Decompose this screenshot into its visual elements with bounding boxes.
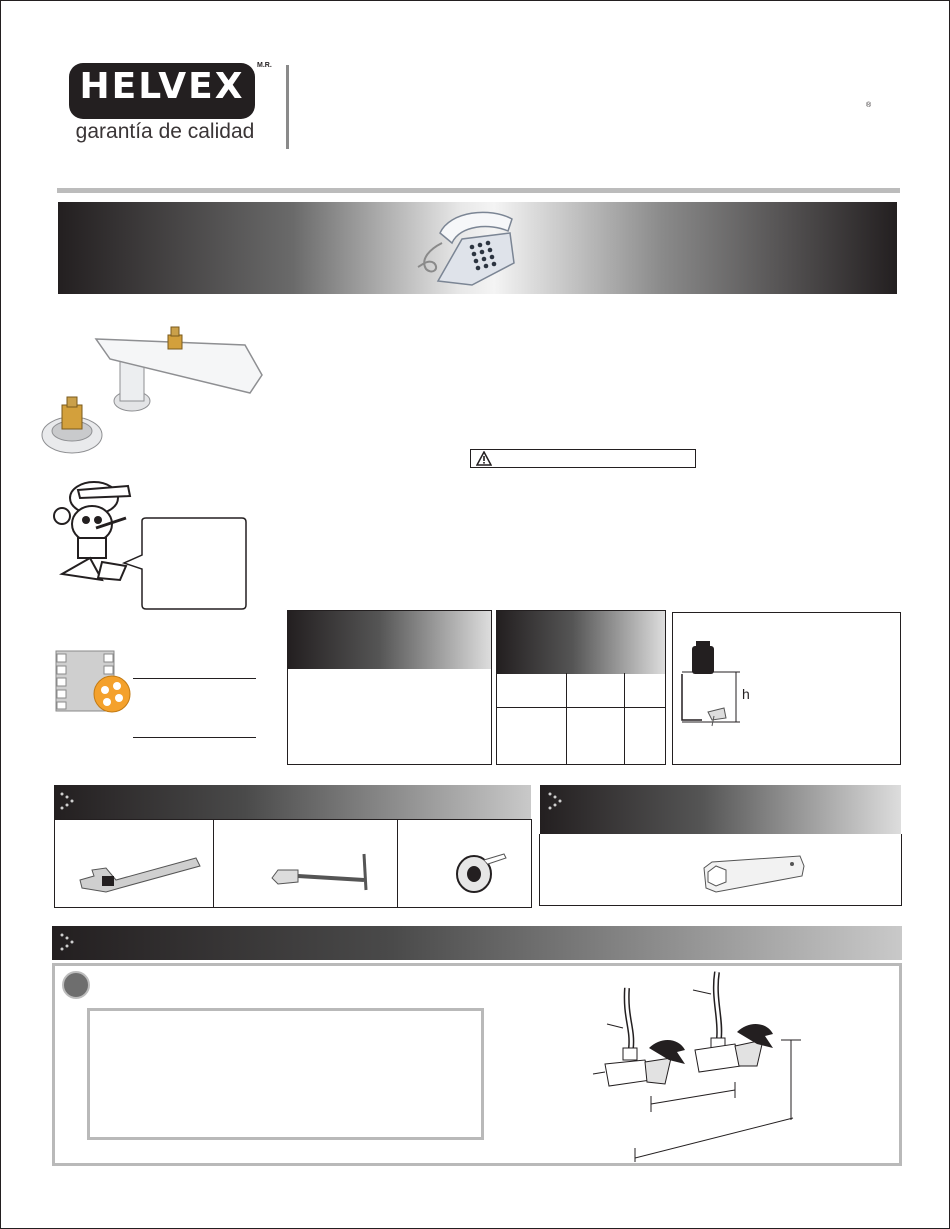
header-divider: [286, 65, 289, 149]
tools-divider-1: [213, 819, 214, 908]
bullet-arrow-icon: [546, 791, 566, 811]
brand-name: HELVEX: [79, 66, 245, 107]
media-rule-bottom: [133, 737, 256, 738]
height-diagram: [678, 636, 768, 731]
top-rule: [57, 188, 900, 193]
spec-box-pressure: [287, 610, 492, 765]
installation-section-bar: [52, 926, 902, 960]
included-tool-section-bar: [540, 785, 901, 835]
telephone-icon: [410, 203, 520, 293]
spec-box-table: [496, 610, 666, 765]
table-col-divider-1: [566, 673, 567, 765]
bullet-arrow-icon: [58, 791, 78, 811]
spec-box-pressure-header: [288, 611, 491, 669]
wrench-icon: [76, 852, 206, 897]
table-row-divider: [497, 707, 665, 708]
tools-divider-2: [397, 819, 398, 908]
media-rule-top: [133, 678, 256, 679]
faucet-product-image: [40, 325, 270, 460]
warning-icon: [476, 451, 492, 466]
basin-wrench-icon: [268, 848, 378, 898]
speech-bubble: [120, 517, 250, 612]
table-col-divider-2: [624, 673, 625, 765]
bullet-arrow-icon: [58, 932, 78, 952]
tools-section-bar: [54, 785, 531, 819]
socket-key-icon: [696, 852, 811, 900]
spec-box-table-header: [497, 611, 665, 674]
height-label: h: [742, 686, 750, 702]
step-text-box: [87, 1008, 484, 1140]
registered-symbol: ®: [866, 102, 872, 109]
brand-mark: M.R.: [257, 62, 272, 69]
valve-installation-diagram: [585, 968, 815, 1163]
step-number-badge: [62, 971, 90, 999]
teflon-tape-icon: [452, 852, 512, 897]
film-reel-icon: [55, 650, 135, 715]
brand-tagline: garantía de calidad: [75, 120, 255, 143]
warning-box: [470, 449, 696, 468]
